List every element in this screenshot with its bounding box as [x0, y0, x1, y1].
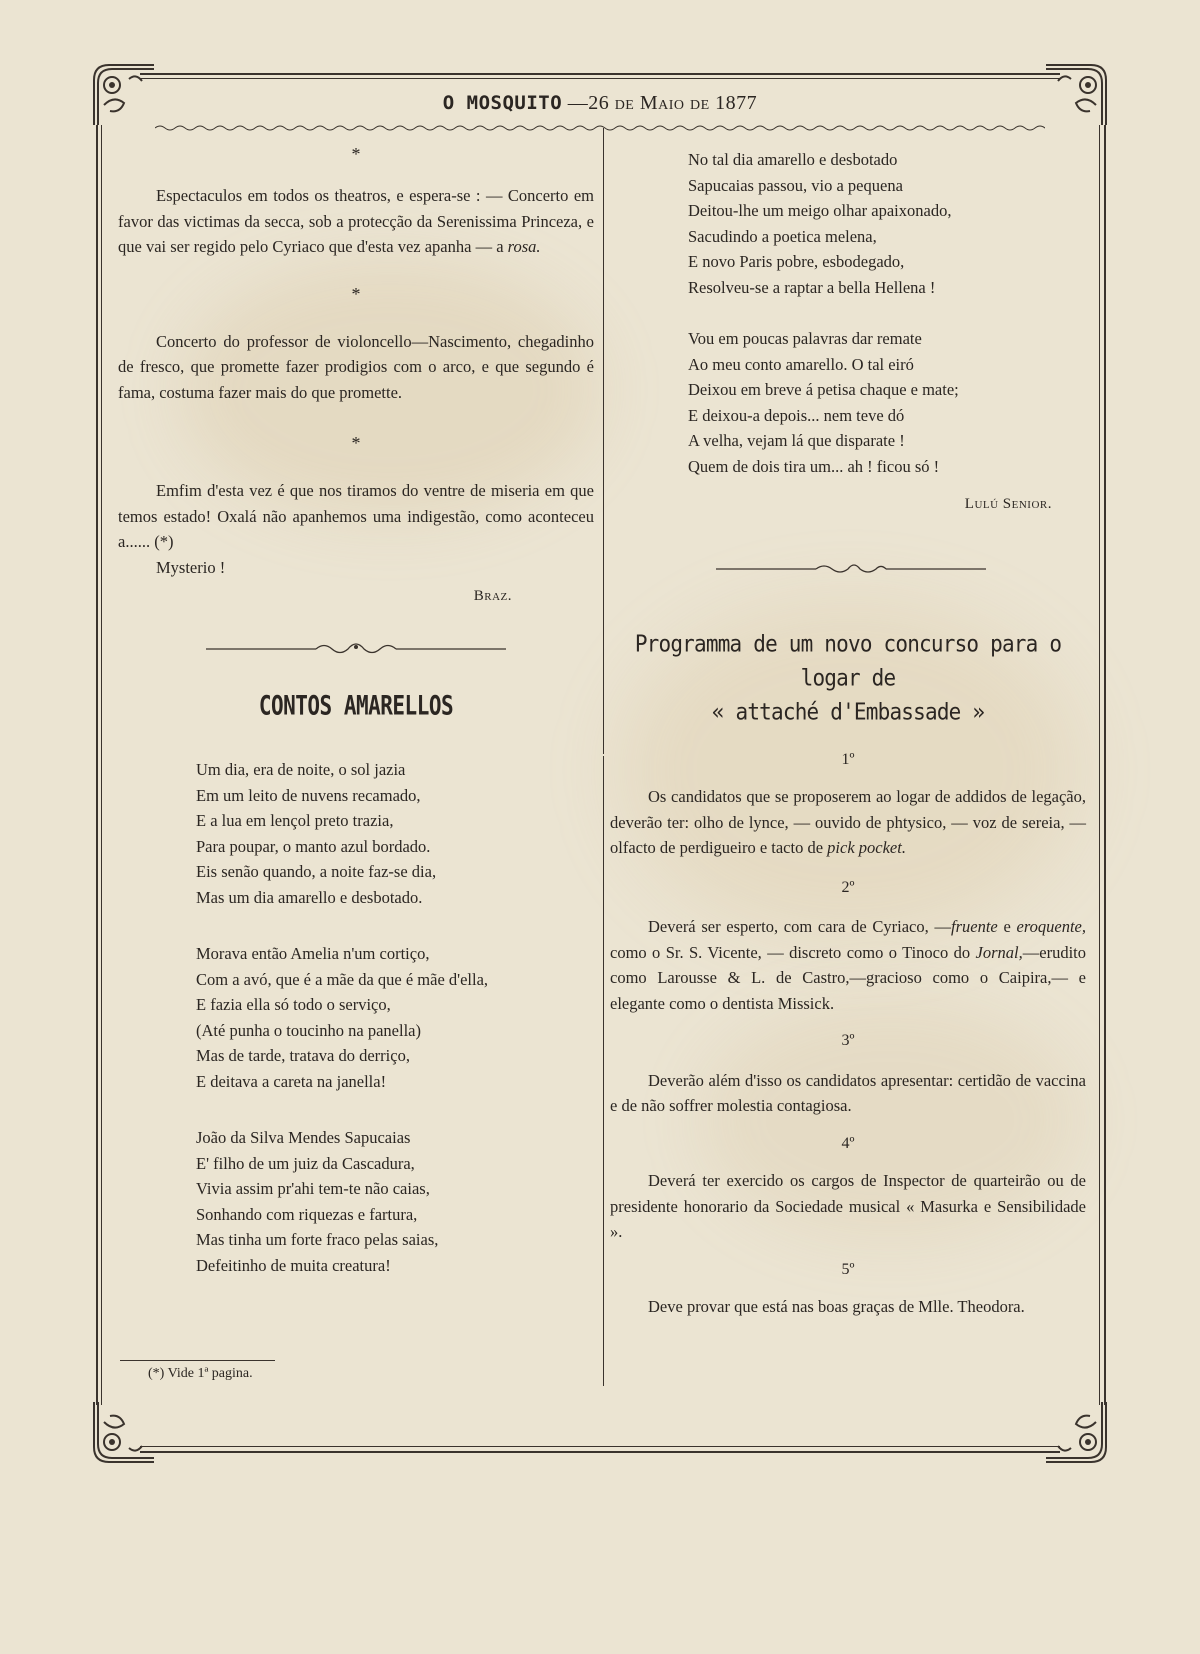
section-star: * [351, 283, 361, 304]
column-divider [603, 128, 604, 754]
verse-line: Quem de dois tira um... ah ! ficou só ! [688, 456, 940, 476]
paragraph-text: —erudito como Larousse & L. de Castro,—gracioso como o Caipira,— e elegante como o dentista Missick. [610, 942, 1086, 1013]
paragraph-mysterio: Mysterio ! [156, 557, 226, 577]
item-number: 5º [841, 1260, 855, 1278]
paragraph-text: como o Sr. S. Vicente, — discreto como o Tinoco do [610, 942, 976, 962]
divider-ornament-icon [206, 642, 506, 656]
section-star: * [351, 433, 361, 453]
verse-line: Para poupar, o manto azul bordado. [196, 836, 431, 856]
verse-line: Morava então Amelia n'um cortiço, [196, 944, 430, 963]
section-title-programma [610, 627, 1086, 729]
frame-right-inner [1099, 125, 1100, 1405]
frame-bottom-inner [140, 1446, 1060, 1447]
verse-line: Eis senão quando, a noite faz-se dia, [196, 862, 437, 881]
verse-line: Vivia assim pr'ahi tem-te não caias, [196, 1179, 430, 1198]
right-column [610, 147, 1086, 1320]
section-star: * [351, 144, 361, 164]
paragraph-italic: fruente [950, 917, 998, 936]
verse-line: João da Silva Mendes Sapucaias [196, 1128, 411, 1147]
verse-line: No tal dia amarello e desbotado [688, 150, 898, 169]
stanza-2 [196, 941, 594, 1094]
left-column [118, 138, 594, 1278]
verse-line: Sapucaias passou, vio a pequena [688, 175, 903, 195]
verse-line: A velha, vejam lá que disparate ! [688, 431, 905, 450]
verse-line: E a lua em lençol preto trazia, [196, 811, 394, 830]
verse-line: Em um leito de nuvens recamado, [196, 785, 421, 805]
footnote-text: (*) Vide 1ª pagina. [148, 1366, 253, 1381]
frame-top-outer [140, 73, 1060, 75]
item-number: 4º [841, 1134, 855, 1152]
frame-top-inner [140, 78, 1060, 79]
signature-braz: Braz. [473, 588, 512, 604]
item-number: 3º [841, 1032, 855, 1049]
paragraph-espectaculos [118, 183, 594, 260]
verse-line: E deixou-a depois... nem teve dó [688, 405, 905, 425]
footnote-rule [120, 1360, 275, 1361]
section-title-contos: CONTOS AMARELLOS [258, 690, 454, 721]
verse-line: Defeitinho de muita creatura! [196, 1255, 391, 1275]
corner-ornament-bottom-right-icon [1036, 1392, 1116, 1472]
header-wavy-rule-icon [155, 124, 1045, 132]
paragraph-item-3: Deverão além d'isso os candidatos apresentar: certidão de vaccina e de não soffrer molestia contagiosa. [610, 1070, 1086, 1115]
paragraph-emfim: Emfim d'esta vez é que nos tiramos do ventre de miseria em que temos estado! Oxalá não apanhemos uma indigestão, como aconteceu a...... (*) [118, 481, 594, 551]
paragraph-italic: eroquente, [1016, 917, 1086, 936]
verse-line: (Até punha o toucinho na panella) [196, 1020, 421, 1040]
signature-lulu-senior: Lulú Senior. [964, 496, 1052, 512]
paragraph-italic: rosa. [507, 237, 541, 256]
divider-ornament-icon [716, 562, 986, 576]
verse-line: Mas tinha um forte fraco pelas saias, [196, 1230, 439, 1249]
paragraph-text: Espectaculos em todos os theatros, e espera-se : — Concerto em favor das victimas da secca, sob a protecção da Serenissima Princeza, e que vai ser regido pelo Cyriaco que d'esta vez apanha — a [118, 186, 594, 256]
paragraph-item-1 [610, 784, 1086, 861]
issue-date: —26 de Maio de 1877 [567, 92, 758, 114]
paragraph-text: e [997, 917, 1017, 936]
title-line: « attaché d'Embassade » [711, 698, 985, 725]
frame-bottom-outer [140, 1451, 1060, 1453]
verse-line: Deitou-lhe um meigo olhar apaixonado, [688, 201, 952, 220]
verse-line: E deitava a careta na janella! [196, 1071, 387, 1091]
verse-line: E' filho de um juiz da Cascadura, [196, 1153, 415, 1173]
paragraph-item-2 [610, 914, 1086, 1016]
paragraph-italic: Jornal, [975, 942, 1023, 962]
item-number: 2º [841, 878, 855, 896]
corner-ornament-bottom-left-icon [84, 1392, 164, 1472]
verse-line: Deixou em breve á petisa chaque e mate; [688, 380, 959, 399]
verse-line: E fazia ella só todo o serviço, [196, 995, 391, 1014]
verse-line: Mas de tarde, tratava do derriço, [196, 1046, 410, 1065]
paragraph-text: Os candidatos que se proposerem ao logar de addidos de legação, deverão ter: olho de lynce, — ouvido de phtysico, — voz de sereia, — olfacto de perdigueiro e tacto de [610, 787, 1086, 857]
verse-line: E novo Paris pobre, esbodegado, [688, 252, 905, 271]
paragraph-item-4: Deverá ter exercido os cargos de Inspector de quarteirão ou de presidente honorario da Sociedade musical « Masurka e Sensibilidade ». [610, 1171, 1086, 1241]
column-divider-lower [603, 756, 604, 1386]
newspaper-name: O MOSQUITO [442, 92, 563, 114]
verse-line: Sonhando com riquezas e fartura, [196, 1204, 418, 1224]
frame-left-inner [101, 125, 102, 1405]
verse-line: Resolveu-se a raptar a bella Hellena ! [688, 277, 936, 297]
title-line: Programma de um novo concurso para o logar de [634, 630, 1062, 691]
verse-line: Vou em poucas palavras dar remate [688, 329, 922, 348]
frame-left-outer [96, 125, 98, 1405]
frame-right-outer [1104, 125, 1106, 1405]
verse-line: Mas um dia amarello e desbotado. [196, 887, 423, 907]
stanza-3 [196, 1125, 594, 1278]
stanza-4 [688, 147, 1086, 300]
paragraph-concerto: Concerto do professor de violoncello—Nascimento, chegadinho de fresco, que promette fazer prodigios com o arco, e que segundo é fama, costuma fazer mais do que promette. [118, 331, 594, 402]
verse-line: Sacudindo a poetica melena, [688, 226, 877, 246]
verse-line: Ao meu conto amarello. O tal eiró [688, 354, 914, 374]
paragraph-text: Deverá ser esperto, com cara de Cyriaco, — [648, 917, 951, 936]
paragraph-italic: pick pocket. [827, 838, 906, 857]
verse-line: Com a avó, que é a mãe da que é mãe d'ella, [196, 969, 489, 989]
paragraph-item-5: Deve provar que está nas boas graças de Mlle. Theodora. [648, 1297, 1025, 1316]
page-header [150, 92, 1050, 115]
stanza-1 [196, 757, 594, 910]
stanza-5 [688, 326, 1086, 479]
item-number: 1º [841, 750, 855, 768]
verse-line: Um dia, era de noite, o sol jazia [196, 760, 406, 779]
footnote [148, 1366, 253, 1382]
